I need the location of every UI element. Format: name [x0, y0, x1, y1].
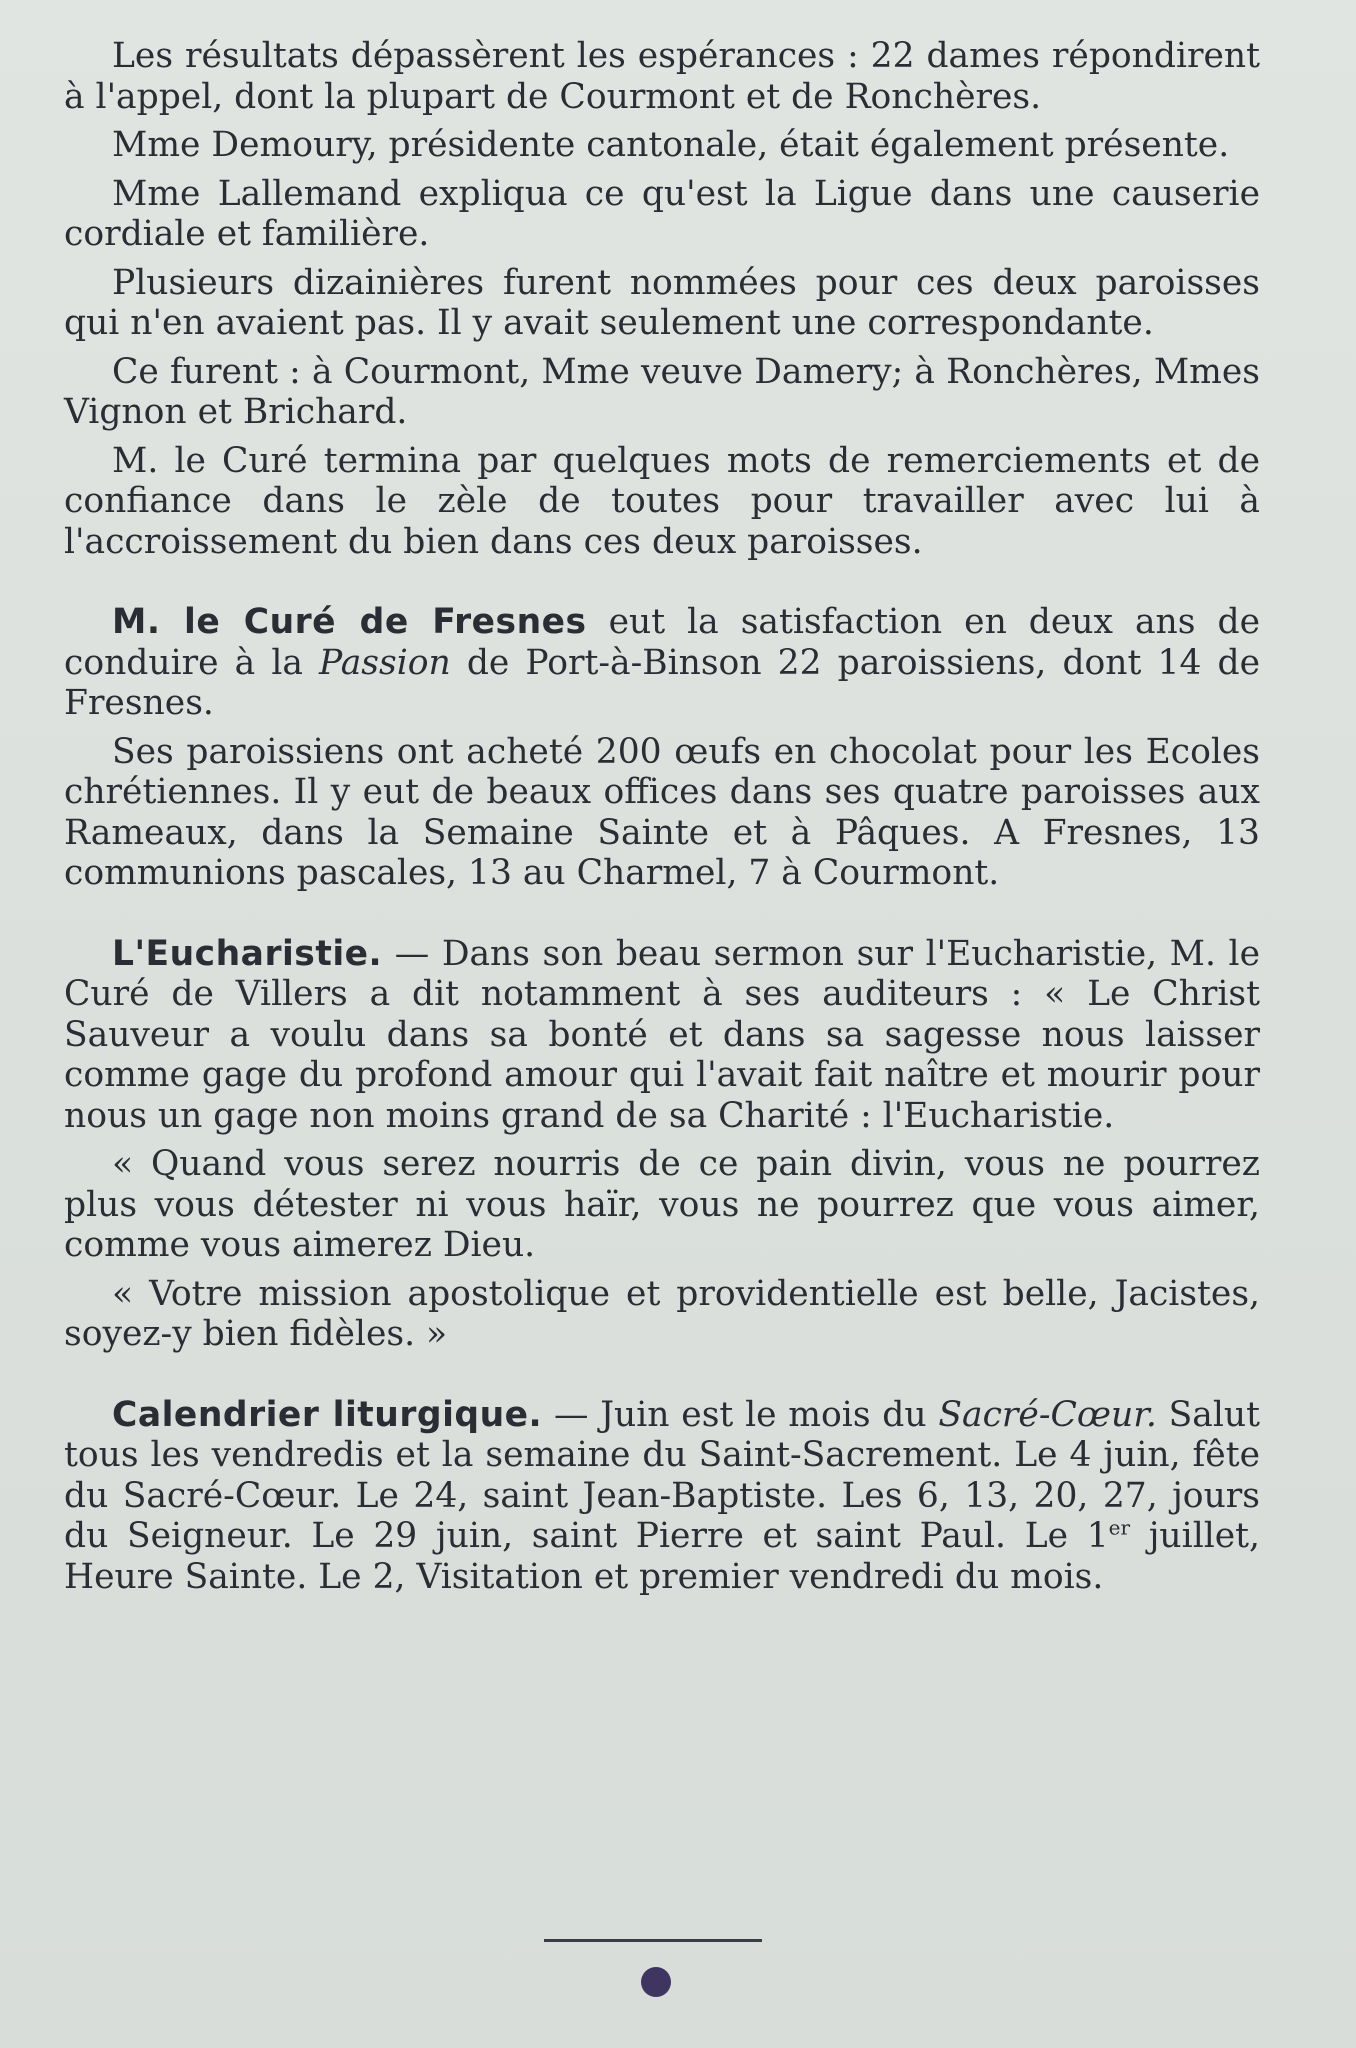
- fresnes-emphasis: Passion: [319, 642, 451, 683]
- section-rule: [544, 1939, 762, 1942]
- paragraph: Ce furent : à Courmont, Mme veuve Damery; à Ronchères, Mmes Vignon et Brichard.: [64, 351, 1260, 432]
- paragraph: M. le Curé termina par quelques mots de remerciements et de confiance dans le zèle de toutes pour travailler avec lui à l'accroissement du bien dans ces deux paroisses.: [64, 440, 1260, 562]
- eucharistie-paragraph: [64, 934, 1260, 1137]
- calendrier-emphasis: Sacré-Cœur.: [938, 1394, 1157, 1435]
- paragraph: « Quand vous serez nourris de ce pain divin, vous ne pourrez plus vous détester ni vous haïr, vous ne pourrez que vous aimer, comme vous aimerez Dieu.: [64, 1144, 1260, 1265]
- paragraph: Plusieurs dizainières furent nommées pour ces deux paroisses qui n'en avaient pas. Il y avait seulement une correspondante.: [64, 262, 1260, 343]
- fresnes-heading: M. le Curé de Fresnes: [112, 602, 587, 642]
- text-column: [64, 36, 1260, 1605]
- fresnes-text-a: eut la satisfaction en deux ans de conduire à la: [64, 602, 1260, 683]
- paragraph: Les résultats dépassèrent les espérances : 22 dames répondirent à l'appel, dont la plupart de Courmont et de Ronchères.: [64, 36, 1260, 117]
- paragraph: Mme Lallemand expliqua ce qu'est la Ligue dans une causerie cordiale et familière.: [64, 173, 1260, 254]
- eucharistie-heading: L'Eucharistie.: [112, 933, 383, 974]
- calendrier-heading: Calendrier liturgique.: [112, 1394, 543, 1435]
- calendrier-text-c: juillet, Heure Sainte. Le 2, Visitation et premier vendredi du mois.: [64, 1516, 1261, 1597]
- eucharistie-text: — Dans son beau sermon sur l'Eucharistie, M. le Curé de Villers a dit notamment à ses auditeurs : « Le Christ Sauveur a voulu dans sa bonté et dans sa sagesse nous laisser comme gage du profond amour qui l'avait fait naître et mourir pour nous un gage non moins grand de sa Charité : l'Eucharistie.: [64, 933, 1260, 1136]
- calendrier-paragraph: [64, 1395, 1260, 1598]
- calendrier-text-b: Salut tous les vendredis et la semaine du Saint-Sacrement. Le 4 juin, fête du Sacré-Cœur. Le 24, saint Jean-Baptiste. Les 6, 13, 20, 27, jours du Seigneur. Le 29 juin, saint Pierre et saint Paul. Le 1: [64, 1394, 1260, 1556]
- calendrier-text-a: — Juin est le mois du: [542, 1394, 939, 1435]
- paragraph: Mme Demoury, présidente cantonale, était également présente.: [112, 125, 1230, 165]
- fresnes-paragraph: [64, 602, 1260, 724]
- paragraph: Ses paroissiens ont acheté 200 œufs en chocolat pour les Ecoles chrétiennes. Il y eut de beaux offices dans ses quatre paroisses aux Rameaux, dans la Semaine Sainte et à Pâques. A Fresnes, 13 communions pascales, 13 au Charmel, 7 à Courmont.: [64, 731, 1260, 893]
- fresnes-text-b: de Port-à-Binson 22 paroissiens, dont 14 de Fresnes.: [64, 642, 1260, 723]
- ordinal-superscript: er: [1108, 1515, 1131, 1540]
- paragraph: « Votre mission apostolique et providentielle est belle, Jacistes, soyez-y bien fidèles. »: [64, 1273, 1260, 1354]
- ornament-dot: [641, 1967, 671, 1997]
